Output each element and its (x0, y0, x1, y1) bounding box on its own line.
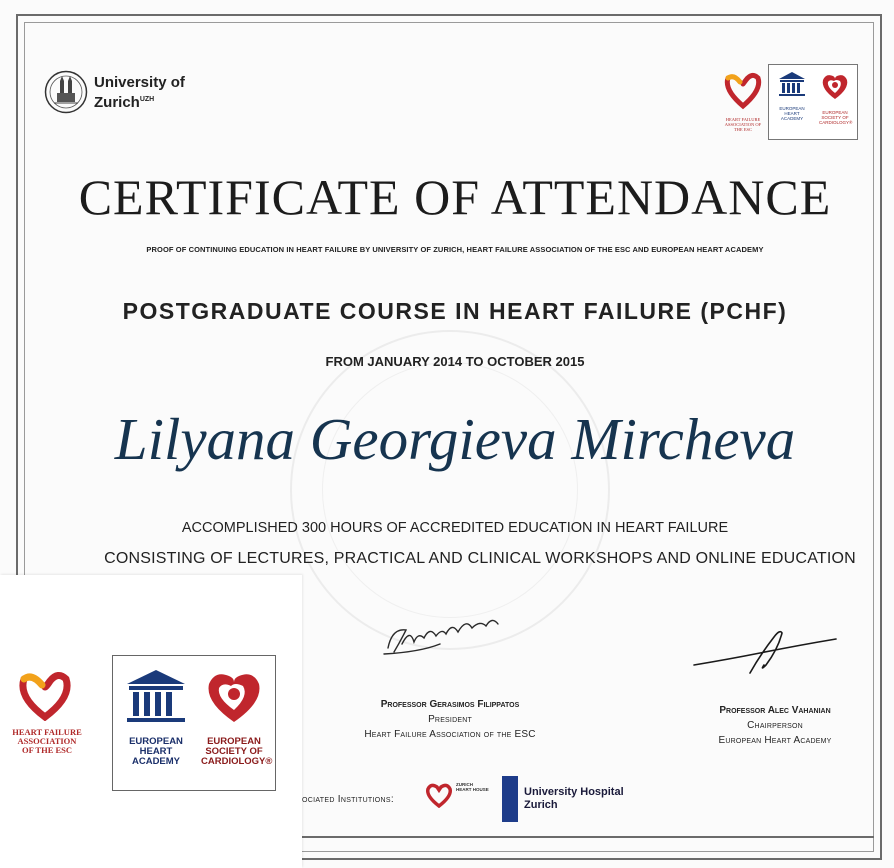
university-hospital-line2: Zurich (524, 799, 558, 811)
eha-caption-large (123, 737, 189, 767)
accomplished-line-2: CONSISTING OF LECTURES, PRACTICAL AND CLINICAL WORKSHOPS AND ONLINE EDUCATION (104, 550, 856, 567)
signatory-1 (330, 697, 570, 742)
esc-heart-large-icon (201, 666, 267, 726)
signatory-2-name: Professor Alec Vahanian (719, 705, 831, 716)
hfa-logo-small (722, 70, 764, 132)
academy-building-icon (777, 71, 807, 97)
academy-esc-box-large (112, 655, 276, 791)
associated-label: ociated Institutions: (302, 794, 394, 805)
university-hospital-name (524, 786, 624, 812)
overlapping-flyer (0, 575, 302, 868)
university-name (94, 74, 185, 111)
university-line1: University of (94, 73, 185, 91)
signature-filippatos (380, 608, 510, 668)
zurich-heart-house-logo (424, 778, 504, 822)
signatory-1-org: Heart Failure Association of the ESC (364, 729, 536, 740)
eha-caption-line2: HEART (139, 746, 173, 757)
esc-caption-line2: SOCIETY OF (205, 746, 263, 757)
signatory-1-name: Professor Gerasimos Filippatos (380, 699, 520, 710)
bottom-rule (296, 836, 874, 838)
university-seal-icon (44, 70, 88, 114)
proof-line: PROOF OF CONTINUING EDUCATION IN HEART FAILURE BY UNIVERSITY OF ZURICH, HEART FAILURE ASSOCIATION OF THE ESC AND EUROPEAN HEART ACADEMY (146, 245, 764, 254)
signatory-2-org: European Heart Academy (718, 735, 832, 746)
signatory-2-role: Chairperson (747, 720, 803, 731)
hfa-caption-line1: HEART FAILURE (12, 727, 82, 737)
esc-caption-small: EUROPEAN SOCIETY OF CARDIOLOGY® (819, 110, 853, 125)
hfa-caption-line2: ASSOCIATION (17, 736, 77, 746)
signatory-1-role: President (428, 714, 472, 725)
eha-caption-line1: EUROPEAN (129, 736, 183, 747)
recipient-name: Lilyana Georgieva Mircheva (114, 406, 796, 472)
heart-house-name (456, 782, 489, 792)
hfa-caption-line3: OF THE ESC (21, 745, 73, 755)
esc-heart-icon (819, 71, 851, 101)
heart-house-line1: ZURICH (456, 782, 473, 787)
esc-logo-small (819, 71, 851, 125)
university-logo (44, 64, 185, 120)
eha-logo-small (777, 71, 807, 121)
university-line2: Zurich (94, 93, 140, 111)
esc-caption-line3: CARDIOLOGY® (201, 756, 273, 767)
hfa-heart-large-icon (16, 669, 74, 721)
hfa-heart-icon (722, 70, 764, 110)
signatory-2 (680, 703, 870, 748)
eha-logo-large (123, 668, 189, 767)
university-suffix: UZH (139, 95, 155, 103)
esc-caption-line1: EUROPEAN (207, 736, 261, 747)
hfa-logo-large (6, 669, 88, 755)
course-dates: FROM JANUARY 2014 TO OCTOBER 2015 (325, 354, 585, 369)
esc-caption-large (201, 736, 273, 767)
university-hospital-logo (502, 776, 662, 822)
hfa-caption-small: HEART FAILURE ASSOCIATION OF THE ESC (724, 117, 762, 132)
certificate-title: CERTIFICATE OF ATTENDANCE (78, 169, 832, 225)
hfa-caption-large (6, 728, 88, 755)
heart-house-icon (424, 782, 454, 808)
university-hospital-mark-icon (502, 776, 518, 822)
associated-institutions (296, 770, 856, 826)
esc-logo-large (201, 666, 273, 767)
academy-esc-box-small (768, 64, 858, 140)
signature-vahanian (690, 625, 840, 685)
eha-caption-small: EUROPEAN HEART ACADEMY (779, 106, 805, 121)
seal-watermark (290, 330, 610, 650)
partner-logos-top (722, 64, 858, 142)
academy-building-large-icon (123, 668, 189, 726)
course-title: POSTGRADUATE COURSE IN HEART FAILURE (PCHF) (122, 298, 788, 324)
accomplished-line-1: ACCOMPLISHED 300 HOURS OF ACCREDITED EDUCATION IN HEART FAILURE (181, 520, 729, 536)
heart-house-line2: HEART HOUSE (456, 787, 489, 792)
eha-caption-line3: ACADEMY (131, 756, 181, 767)
university-hospital-line1: University Hospital (524, 786, 624, 798)
